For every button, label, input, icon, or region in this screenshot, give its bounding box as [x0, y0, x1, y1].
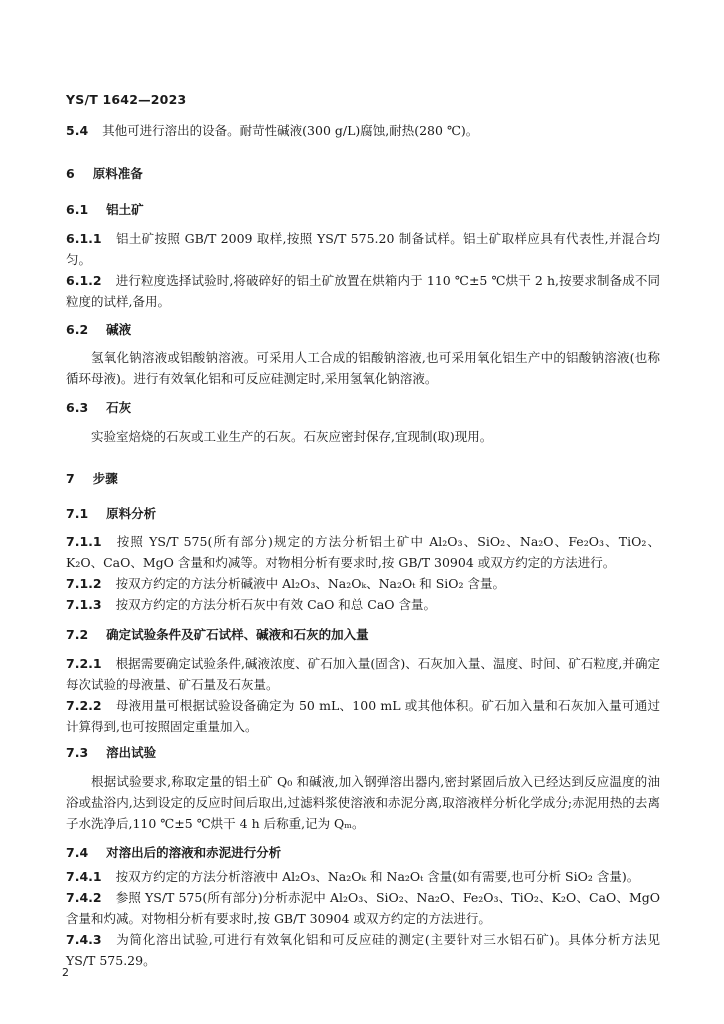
heading-title: 铝土矿 [106, 202, 144, 217]
heading-title: 对溶出后的溶液和赤泥进行分析 [106, 845, 282, 860]
clause-number: 5.4 [66, 123, 89, 138]
heading-number: 7.1 [66, 506, 89, 521]
clause-number: 7.4.2 [66, 890, 102, 905]
clause-7-1-3 [66, 594, 660, 615]
clause-7-4-1 [66, 866, 660, 887]
clause-number: 7.4.1 [66, 869, 102, 884]
clause-text: 其他可进行溶出的设备。耐苛性碱液(300 g/L)腐蚀,耐热(280 ℃)。 [102, 123, 479, 138]
clause-text: 参照 YS/T 575(所有部分)分析赤泥中 Al₂O₃、SiO₂、Na₂O、Fe₂O₃、TiO₂、K₂O、CaO、MgO 含量和灼减。对物相分析有要求时,按 GB/T 30904 或双方约定的方法进行。 [66, 890, 660, 926]
heading-number: 6 [66, 166, 75, 181]
heading-number: 7.2 [66, 627, 89, 642]
heading-number: 7.4 [66, 845, 89, 860]
heading-title: 确定试验条件及矿石试样、碱液和石灰的加入量 [106, 627, 369, 642]
heading-title: 原料分析 [106, 506, 157, 521]
section-6-1-heading [66, 199, 660, 220]
clause-number: 7.2.1 [66, 656, 102, 671]
clause-7-1-1 [66, 531, 660, 573]
clause-number: 7.2.2 [66, 698, 102, 713]
chapter-6-heading [66, 163, 660, 184]
clause-7-1-2 [66, 573, 660, 594]
paragraph-7-3: 根据试验要求,称取定量的铝土矿 Q₀ 和碱液,加入钢弹溶出器内,密封紧固后放入已经达到反应温度的油浴或盐浴内,达到设定的反应时间后取出,过滤料浆使溶液和赤泥分离,取溶液样分析化学成分;赤泥用热的去离子水洗净后,110 ℃±5 ℃烘干 4 h 后称重,记为 Qₘ。 [66, 774, 660, 831]
clause-text: 铝土矿按照 GB/T 2009 取样,按照 YS/T 575.20 制备试样。铝土矿取样应具有代表性,并混合均匀。 [66, 231, 660, 267]
heading-number: 6.2 [66, 322, 89, 337]
clause-text: 按照 YS/T 575(所有部分)规定的方法分析铝土矿中 Al₂O₃、SiO₂、Na₂O、Fe₂O₃、TiO₂、K₂O、CaO、MgO 含量和灼减等。对物相分析有要求时,按 GB/T 30904 或双方约定的方法进行。 [66, 534, 660, 570]
section-7-4-heading [66, 842, 660, 863]
clause-text: 按双方约定的方法分析石灰中有效 CaO 和总 CaO 含量。 [115, 597, 437, 612]
section-6-3-heading [66, 397, 660, 418]
clause-5-4 [66, 120, 660, 141]
clause-number: 7.1.1 [66, 534, 102, 549]
heading-number: 6.1 [66, 202, 89, 217]
clause-number: 6.1.2 [66, 273, 102, 288]
standard-number-header: YS/T 1642—2023 [66, 92, 187, 107]
heading-title: 碱液 [106, 322, 132, 337]
clause-7-4-2 [66, 887, 660, 929]
chapter-7-heading [66, 468, 660, 489]
heading-title: 步骤 [92, 471, 118, 486]
section-7-1-heading [66, 503, 660, 524]
heading-number: 6.3 [66, 400, 89, 415]
paragraph-6-2: 氢氧化钠溶液或铝酸钠溶液。可采用人工合成的铝酸钠溶液,也可采用氧化铝生产中的铝酸钠溶液(也称循环母液)。进行有效氧化铝和可反应硅测定时,采用氢氧化钠溶液。 [66, 350, 660, 386]
clause-7-4-3 [66, 929, 660, 971]
clause-number: 7.1.3 [66, 597, 102, 612]
clause-7-2-1 [66, 653, 660, 695]
clause-text: 进行粒度选择试验时,将破碎好的铝土矿放置在烘箱内于 110 ℃±5 ℃烘干 2 h,按要求制备成不同粒度的试样,备用。 [66, 273, 660, 309]
clause-text: 母液用量可根据试验设备确定为 50 mL、100 mL 或其他体积。矿石加入量和石灰加入量可通过计算得到,也可按照固定重量加入。 [66, 698, 660, 734]
clause-text: 根据需要确定试验条件,碱液浓度、矿石加入量(固含)、石灰加入量、温度、时间、矿石粒度,并确定每次试验的母液量、矿石量及石灰量。 [66, 656, 660, 692]
page-number: 2 [62, 966, 69, 979]
section-7-2-heading [66, 624, 660, 645]
clause-text: 为简化溶出试验,可进行有效氧化铝和可反应硅的测定(主要针对三水铝石矿)。具体分析方法见 YS/T 575.29。 [66, 932, 660, 968]
paragraph-6-3: 实验室焙烧的石灰或工业生产的石灰。石灰应密封保存,宜现制(取)现用。 [91, 429, 493, 444]
clause-number: 7.1.2 [66, 576, 102, 591]
section-6-2-heading [66, 319, 660, 340]
heading-number: 7 [66, 471, 75, 486]
clause-number: 6.1.1 [66, 231, 102, 246]
heading-title: 溶出试验 [106, 745, 157, 760]
clause-number: 7.4.3 [66, 932, 102, 947]
clause-6-1-2 [66, 270, 660, 312]
heading-title: 石灰 [106, 400, 132, 415]
clause-7-2-2 [66, 695, 660, 737]
section-7-3-heading [66, 742, 660, 763]
heading-title: 原料准备 [92, 166, 143, 181]
clause-6-1-1 [66, 228, 660, 270]
heading-number: 7.3 [66, 745, 89, 760]
clause-text: 按双方约定的方法分析溶液中 Al₂O₃、Na₂Oₖ 和 Na₂Oₜ 含量(如有需要,也可分析 SiO₂ 含量)。 [115, 869, 640, 884]
clause-text: 按双方约定的方法分析碱液中 Al₂O₃、Na₂Oₖ、Na₂Oₜ 和 SiO₂ 含量。 [115, 576, 506, 591]
